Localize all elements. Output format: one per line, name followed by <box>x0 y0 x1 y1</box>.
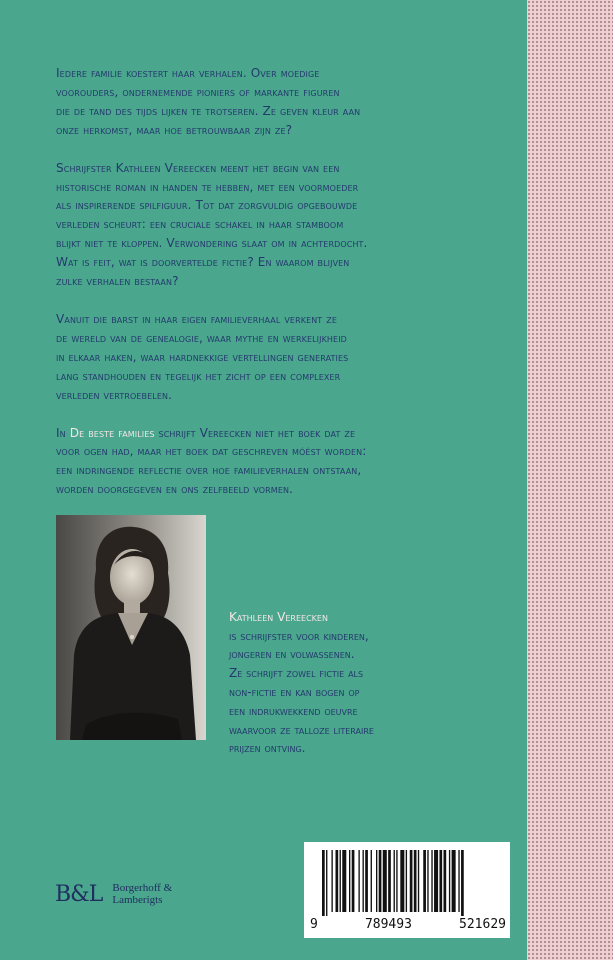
blurb-paragraph-1: Iedere familie koestert haar verhalen. Over moedige voorouders, ondernemende pioniers of markante figuren die de tand des tijds lijken te trotseren. Ze geven kleur aan onze herkomst, maar hoe betrouwbaar zijn ze? <box>56 66 361 137</box>
barcode-bar <box>434 850 438 912</box>
publisher-monogram: B&L <box>55 881 103 907</box>
barcode-bar <box>371 850 372 912</box>
barcode-bar <box>322 850 325 916</box>
blurb-paragraph-2: Schrijfster Kathleen Vereecken meent het begin van een historische roman in handen te hebben, met een voormoeder als inspirerende spilfiguur. Tot dat zorgvuldig opgebouwde verleden scheurt: een cruciale schakel in haar stamboom blijkt niet te kloppen. Verwondering slaat om in achterdocht. Wat is feit, wat is doorvertelde fictie? En waarom blijven zulke verhalen bestaan? <box>56 160 368 289</box>
blurb-text <box>56 64 526 518</box>
author-bio-text: is schrijfster voor kinderen, jongeren en volwassenen. Ze schrijft zowel fictie als non-fictie en kan bogen op een indrukwekkend oeuvre waarvoor ze talloze literaire prijzen ontving. <box>229 628 374 756</box>
publisher-logo <box>55 874 172 914</box>
author-portrait-image <box>56 515 206 740</box>
blurb-paragraph-4 <box>56 424 526 500</box>
barcode-bar <box>340 850 341 912</box>
barcode-bar <box>363 850 364 912</box>
isbn-barcode <box>304 842 510 938</box>
barcode-bar <box>376 850 377 912</box>
barcode-bar <box>358 850 359 912</box>
barcode-bar <box>394 850 395 912</box>
author-bio <box>229 589 509 758</box>
barcode-bar <box>349 850 350 912</box>
barcode-bar <box>342 850 346 912</box>
barcode-bar <box>427 850 428 912</box>
barcode-bar <box>400 850 404 912</box>
barcode-bar <box>396 850 397 912</box>
barcode-bar <box>406 850 407 912</box>
barcode-bars <box>310 850 506 916</box>
barcode-bar <box>414 850 417 912</box>
barcode-bar <box>336 850 339 912</box>
barcode-bar <box>458 850 459 912</box>
barcode-bar <box>418 850 419 912</box>
barcode-bar <box>449 850 450 912</box>
barcode-bar <box>452 850 456 912</box>
barcode-bar <box>379 850 382 912</box>
author-photo <box>56 515 206 740</box>
isbn-group-2: 521629 <box>459 917 506 932</box>
spine-pattern <box>527 0 613 960</box>
book-title-reference: De beste families <box>69 425 155 440</box>
barcode-bar <box>383 850 387 912</box>
barcode-bar <box>439 850 442 912</box>
barcode-bar <box>461 850 464 916</box>
barcode-bar <box>365 850 368 912</box>
isbn-group-1: 789493 <box>364 917 412 932</box>
barcode-bar <box>331 850 332 912</box>
barcode-bar <box>388 850 391 912</box>
author-name: Kathleen Vereecken <box>229 609 328 624</box>
barcode-bar <box>431 850 432 912</box>
isbn-first-digit: 9 <box>310 917 318 932</box>
blurb-p4-rest: schrijft Vereecken niet het boek dat ze voor ogen had, maar het boek dat geschreven móést worden: een indringende reflectie over hoe familieverhalen ontstaan, worden doorgegeven en ons zelfbeeld vormen. <box>56 425 367 497</box>
barcode-bar <box>352 850 355 912</box>
blurb-p4-prefix: In <box>56 425 70 440</box>
isbn-number <box>310 917 506 932</box>
barcode-bar <box>444 850 447 912</box>
barcode-bar <box>423 850 426 912</box>
barcode-bar <box>410 850 413 912</box>
barcode-bar <box>326 850 327 916</box>
publisher-name: Borgerhoff & Lamberigts <box>112 882 173 906</box>
blurb-paragraph-3: Vanuit die barst in haar eigen familieverhaal verkent ze de wereld van de genealogie, waar mythe en werkelijkheid in elkaar haken, waar hardnekkige vertellingen generaties lang standhouden en tegelijk het zicht op een complexer verleden vertroebelen. <box>56 311 349 402</box>
